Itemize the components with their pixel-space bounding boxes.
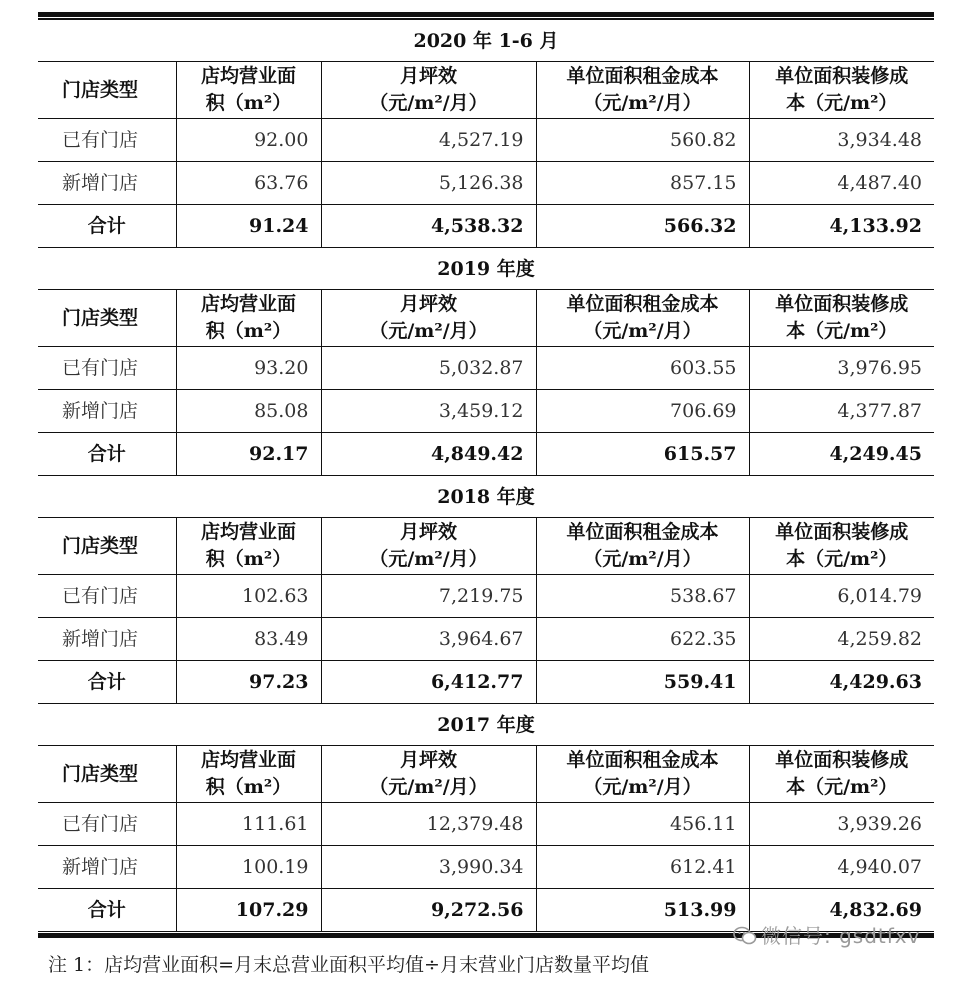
store-metrics-table [38,19,934,932]
header-line: （元/m²/月） [583,548,702,570]
cell-decoration-cost: 3,976.95 [749,347,934,390]
cell-store-type: 合计 [38,205,176,248]
header-line: 月坪效 [399,749,457,771]
header-rent-cost [536,290,749,347]
cell-store-type: 已有门店 [38,347,176,390]
cell-store-type: 已有门店 [38,575,176,618]
cell-avg-area: 100.19 [176,846,321,889]
cell-decoration-cost: 4,487.40 [749,162,934,205]
header-line: 本（元/m²） [786,92,898,114]
header-avg-area [176,290,321,347]
header-row [38,62,934,119]
cell-rent-cost: 857.15 [536,162,749,205]
cell-monthly-efficiency: 4,849.42 [321,433,536,476]
cell-avg-area: 111.61 [176,803,321,846]
watermark [733,920,920,949]
cell-monthly-efficiency: 4,538.32 [321,205,536,248]
header-line: 月坪效 [399,293,457,315]
store-metrics-table-container [38,12,934,938]
header-line: （元/m²/月） [369,548,488,570]
table-row [38,162,934,205]
section-title-row [38,476,934,518]
cell-rent-cost: 566.32 [536,205,749,248]
header-line: 店均营业面 [200,521,296,543]
table-row [38,575,934,618]
header-line: 单位面积租金成本 [566,749,719,771]
header-line: 单位面积装修成 [775,65,909,87]
table-row [38,390,934,433]
header-store-type: 门店类型 [38,746,176,803]
header-line: 店均营业面 [200,293,296,315]
cell-rent-cost: 538.67 [536,575,749,618]
header-row [38,746,934,803]
cell-avg-area: 97.23 [176,661,321,704]
cell-avg-area: 92.00 [176,119,321,162]
cell-rent-cost: 622.35 [536,618,749,661]
header-line: （元/m²/月） [583,92,702,114]
wechat-icon [733,926,757,946]
cell-monthly-efficiency: 6,412.77 [321,661,536,704]
header-rent-cost [536,518,749,575]
header-line: 积（m²） [205,92,292,114]
section-title: 2017 年度 [38,704,934,746]
cell-avg-area: 107.29 [176,889,321,932]
cell-store-type: 已有门店 [38,119,176,162]
header-rent-cost [536,62,749,119]
header-line: 单位面积租金成本 [566,293,719,315]
cell-avg-area: 83.49 [176,618,321,661]
section-title: 2018 年度 [38,476,934,518]
cell-store-type: 新增门店 [38,390,176,433]
table-row [38,846,934,889]
cell-monthly-efficiency: 7,219.75 [321,575,536,618]
header-avg-area [176,746,321,803]
cell-rent-cost: 706.69 [536,390,749,433]
header-line: 积（m²） [205,776,292,798]
cell-rent-cost: 615.57 [536,433,749,476]
table-row [38,347,934,390]
cell-rent-cost: 513.99 [536,889,749,932]
header-store-type: 门店类型 [38,62,176,119]
header-line: 本（元/m²） [786,548,898,570]
table-row [38,119,934,162]
table-row [38,618,934,661]
table-row [38,803,934,846]
header-decoration-cost [749,62,934,119]
cell-rent-cost: 603.55 [536,347,749,390]
header-line: 月坪效 [399,65,457,87]
header-line: 月坪效 [399,521,457,543]
header-line: 积（m²） [205,320,292,342]
cell-rent-cost: 612.41 [536,846,749,889]
header-line: （元/m²/月） [369,776,488,798]
header-line: 单位面积租金成本 [566,65,719,87]
cell-decoration-cost: 4,832.69 [749,889,934,932]
cell-decoration-cost: 4,429.63 [749,661,934,704]
header-line: 店均营业面 [200,65,296,87]
header-decoration-cost [749,290,934,347]
section-title-row [38,20,934,62]
section-title: 2019 年度 [38,248,934,290]
cell-monthly-efficiency: 5,032.87 [321,347,536,390]
header-line: 积（m²） [205,548,292,570]
header-line: （元/m²/月） [369,92,488,114]
total-row [38,433,934,476]
header-row [38,518,934,575]
cell-store-type: 新增门店 [38,618,176,661]
section-title-row [38,248,934,290]
total-row [38,661,934,704]
cell-store-type: 已有门店 [38,803,176,846]
cell-monthly-efficiency: 9,272.56 [321,889,536,932]
cell-store-type: 合计 [38,433,176,476]
header-line: 单位面积装修成 [775,749,909,771]
header-decoration-cost [749,746,934,803]
cell-monthly-efficiency: 3,459.12 [321,390,536,433]
header-store-type: 门店类型 [38,518,176,575]
header-line: （元/m²/月） [369,320,488,342]
cell-decoration-cost: 4,940.07 [749,846,934,889]
table-body [38,20,934,932]
section-title: 2020 年 1-6 月 [38,20,934,62]
header-line: 本（元/m²） [786,776,898,798]
cell-store-type: 合计 [38,661,176,704]
cell-decoration-cost: 6,014.79 [749,575,934,618]
header-store-type: 门店类型 [38,290,176,347]
header-avg-area [176,518,321,575]
total-row [38,205,934,248]
cell-decoration-cost: 4,249.45 [749,433,934,476]
cell-rent-cost: 560.82 [536,119,749,162]
cell-monthly-efficiency: 3,990.34 [321,846,536,889]
header-rent-cost [536,746,749,803]
footnote: 注 1：店均营业面积=月末总营业面积平均值÷月末营业门店数量平均值 [48,954,649,976]
cell-decoration-cost: 3,934.48 [749,119,934,162]
cell-store-type: 新增门店 [38,846,176,889]
header-line: 单位面积装修成 [775,293,909,315]
header-line: 单位面积租金成本 [566,521,719,543]
header-monthly-efficiency [321,746,536,803]
cell-decoration-cost: 4,259.82 [749,618,934,661]
cell-avg-area: 63.76 [176,162,321,205]
header-avg-area [176,62,321,119]
cell-decoration-cost: 3,939.26 [749,803,934,846]
cell-monthly-efficiency: 4,527.19 [321,119,536,162]
header-line: 店均营业面 [200,749,296,771]
cell-avg-area: 93.20 [176,347,321,390]
watermark-text: 微信号: gsdtfxv [761,924,921,948]
section-title-row [38,704,934,746]
cell-monthly-efficiency: 3,964.67 [321,618,536,661]
cell-monthly-efficiency: 5,126.38 [321,162,536,205]
header-line: 单位面积装修成 [775,521,909,543]
top-rule [38,12,934,17]
cell-store-type: 合计 [38,889,176,932]
header-decoration-cost [749,518,934,575]
header-monthly-efficiency [321,62,536,119]
cell-store-type: 新增门店 [38,162,176,205]
cell-rent-cost: 456.11 [536,803,749,846]
cell-rent-cost: 559.41 [536,661,749,704]
header-row [38,290,934,347]
cell-avg-area: 85.08 [176,390,321,433]
cell-decoration-cost: 4,377.87 [749,390,934,433]
cell-avg-area: 92.17 [176,433,321,476]
cell-avg-area: 91.24 [176,205,321,248]
header-monthly-efficiency [321,290,536,347]
cell-monthly-efficiency: 12,379.48 [321,803,536,846]
header-line: 本（元/m²） [786,320,898,342]
header-line: （元/m²/月） [583,776,702,798]
header-line: （元/m²/月） [583,320,702,342]
cell-avg-area: 102.63 [176,575,321,618]
header-monthly-efficiency [321,518,536,575]
cell-decoration-cost: 4,133.92 [749,205,934,248]
